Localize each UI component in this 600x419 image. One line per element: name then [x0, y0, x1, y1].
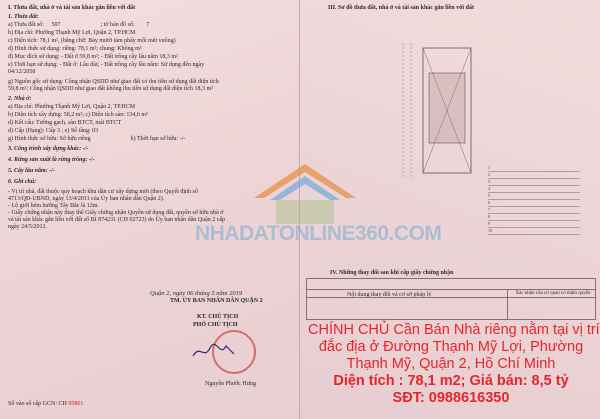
- note-6: ngày 24/5/2012.: [8, 224, 47, 230]
- level: d) Cấp (Hạng): Cấp 3 ; e) Số tầng: 03: [8, 128, 99, 134]
- table-row: 9: [488, 221, 580, 228]
- issue-date: Quận 2, ngày 06 tháng 5 năm 2019: [150, 290, 243, 297]
- issuing-authority: TM. ỦY BAN NHÂN DÂN QUẬN 2: [170, 298, 263, 304]
- house-address: a) Địa chỉ: Phường Thạnh Mỹ Lợi, Quận 2, TP.HCM: [8, 104, 136, 110]
- ad-line-3: Thạnh Mỹ, Quận 2, Hồ Chí Minh: [346, 356, 556, 372]
- origin: g) Nguồn gốc sử dụng: Công nhận QSDD như giao đất có thu tiền sử dụng đất diện tích: [8, 79, 219, 85]
- section-3: 3. Công trình xây dựng khác: -/-: [8, 146, 89, 152]
- table-row: 8: [488, 214, 580, 221]
- usage-form: d) Hình thức sử dụng: riêng: 78,1 m²; chung: Không m²: [8, 46, 142, 52]
- watermark-text: NHADATONLINE360.COM: [195, 222, 442, 245]
- note-3: - Lộ giới hẻm hướng Tây Bắc là 12m.: [8, 203, 99, 209]
- note-2: 4713/QĐ-UBND, ngày 13/4/2011 của Ủy ban nhân dân Quận 2).: [8, 196, 165, 202]
- origin-2: 59,8 m²; Công nhận QSDD như giao đất không thu tiền sử dụng đất diện tích 18,3 m²: [8, 86, 213, 92]
- ownership: g) Hình thức sở hữu: Sở hữu riêng h) Thời hạn sở hữu: -/-: [8, 136, 186, 142]
- ad-line-1: CHÍNH CHỦ Cần Bán Nhà riêng nằm tại vị trí: [308, 322, 600, 338]
- vice-chairman-title: PHÓ CHỦ TỊCH: [193, 322, 238, 328]
- note-1: - Vị trí nhà, đất thuộc quy hoạch khu dân cư xây dựng mới (theo Quyết định số: [8, 189, 198, 195]
- section-4-title: IV. Những thay đổi sau khi cấp giấy chứng nhận: [330, 270, 454, 276]
- ad-line-2: đắc địa ở Đường Thạnh Mỹ Lợi, Phường: [318, 339, 584, 355]
- address: b) Địa chỉ: Phường Thạnh Mỹ Lợi, Quận 2, TP.HCM: [8, 30, 136, 36]
- changes-table: [306, 278, 596, 320]
- house-logo-icon: [250, 160, 360, 230]
- area: c) Diện tích: 78,1 m², (bằng chữ: Bảy mươi tám phẩy mốt mét vuông): [8, 38, 176, 44]
- table-row: 1: [488, 165, 580, 172]
- section-4: 4. Rừng sản xuất là rừng trồng: -/-: [8, 157, 95, 163]
- signature-icon: [190, 340, 240, 362]
- table-row: 3: [488, 179, 580, 186]
- note-5: và tài sản khác gắn liền với đất số BI 874231 (CH 02723) do Ủy ban nhân dân Quận 2 cấp: [8, 217, 226, 223]
- signer-name: Nguyễn Phước Hưng: [205, 381, 257, 387]
- table-row: 10: [488, 228, 580, 235]
- table-row: 7: [488, 207, 580, 214]
- table-row: 4: [488, 186, 580, 193]
- ad-line-4: Diện tích : 78,1 m2; Giá bán: 8,5 tỷ: [333, 373, 569, 389]
- parcel-line: a) Thửa đất số: 507 ; tờ bản đồ số: 7: [8, 22, 150, 28]
- duration: e) Thời hạn sử dụng: - Đất ở: Lâu dài; - Đất trồng cây lâu năm: Sử dụng đến ngày: [8, 62, 205, 68]
- ad-phone: SĐT: 0988616350: [392, 390, 510, 406]
- structure: d) Kết cấu: Tường gạch, sàn BTCT, mái BTCT: [8, 120, 122, 126]
- section-1-sub: 1. Thửa đất:: [8, 14, 39, 20]
- section-3-title: III. Sơ đồ thửa đất, nhà ở và tài sản khác gắn liền với đất: [328, 5, 474, 11]
- table-row: 6: [488, 200, 580, 207]
- built-area: b) Diện tích xây dựng: 50,2 m²; c) Diện tích sàn: 134,6 m²: [8, 112, 148, 118]
- chairman-title: KT. CHỦ TỊCH: [197, 314, 239, 320]
- section-6: 6. Ghi chú:: [8, 179, 37, 185]
- purpose: đ) Mục đích sử dụng: - Đất ở 59,8 m²; - Đất trồng cây lâu năm 18,3 m²: [8, 54, 178, 60]
- changes-col-content: Nội dung thay đổi và cơ sở pháp lý: [347, 292, 432, 298]
- registration-number: Số vào sổ cấp GCN: CH 05861: [8, 401, 84, 407]
- section-5: 5. Cây lâu năm: -/-: [8, 168, 55, 174]
- section-1-title: I. Thửa đất, nhà ở và tài sản khác gắn liền với đất: [8, 5, 136, 11]
- coordinate-table: [488, 165, 580, 235]
- table-row: 2: [488, 172, 580, 179]
- parcel-map-diagram: [393, 43, 478, 178]
- section-2-sub: 2. Nhà ở:: [8, 96, 32, 102]
- note-4: - Giấy chứng nhận này thay thế Giấy chứng nhận Quyền sử dụng đất, quyền sở hữu nhà ở: [8, 210, 224, 216]
- changes-col-confirm: Xác nhận của cơ quan có thẩm quyền: [515, 291, 591, 296]
- table-row: 5: [488, 193, 580, 200]
- duration-2: 04/12/2058: [8, 69, 36, 75]
